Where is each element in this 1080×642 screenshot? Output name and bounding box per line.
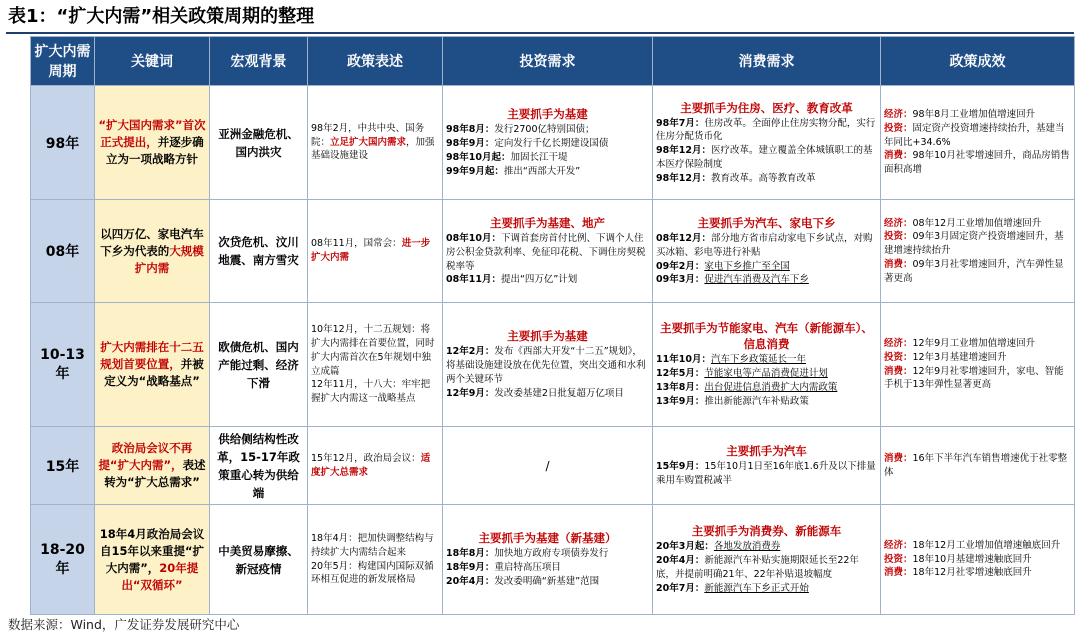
period-cell: 15年 xyxy=(31,427,95,505)
policy-emphasis: 立足扩大国内需求 xyxy=(330,136,407,148)
policy-text: 20年5月：构建国内国际双循环相互促进的新发展格局 xyxy=(311,560,434,586)
list-item: 98年9月：定向发行千亿长期建设国债 xyxy=(446,138,609,150)
investment-cell xyxy=(443,505,653,615)
header-row xyxy=(31,37,1075,86)
period-cell: 10-13年 xyxy=(31,303,95,427)
consumption-headline: 主要抓手为汽车、家电下乡 xyxy=(697,215,836,230)
header-investment: 投资需求 xyxy=(443,37,653,86)
list-item: 12年5月：节能家电等产品消费促进计划 xyxy=(656,368,828,380)
policy-cell xyxy=(308,427,443,505)
policy-text: 12年11月，十八大：牢牢把握扩大内需这一战略基点 xyxy=(311,379,431,405)
policy-text: 08年11月，国常会： xyxy=(311,238,402,250)
policy-text: 15年12月，政治局会议： xyxy=(311,452,421,464)
list-item: 98年10月起：加固长江干堤 xyxy=(446,152,568,163)
investment-cell-empty: / xyxy=(443,427,653,505)
list-item: 消费：18年12月社零增速触底回升 xyxy=(884,567,1032,579)
policy-text: 10年12月，十二五规划：将扩大内需排在首要位置，同时扩大内需首次在5年规划中独立成篇 xyxy=(311,324,435,377)
title-divider xyxy=(6,32,1074,34)
list-item: 经济：08年12月工业增加值增速回升 xyxy=(884,217,1042,229)
list-item: 18年8月：加快地方政府专项债券发行 xyxy=(446,548,609,560)
macro-cell: 中美贸易摩擦、新冠疫情 xyxy=(210,505,308,615)
list-item: 12年2月：发布《西部大开发“十二五”规划》，将基础设施建设放在优先位置，突出交通和水利两个关键环节 xyxy=(446,346,646,385)
effect-cell xyxy=(881,303,1075,427)
list-item: 投资：12年3月基建增速回升 xyxy=(884,351,1007,363)
list-item: 经济：12年9月工业增加值增速回升 xyxy=(884,337,1036,349)
keyword-cell xyxy=(95,200,210,303)
list-item: 98年12月：教育改革。高等教育改革 xyxy=(656,172,816,184)
keyword-emphasis: “扩大国内需求”首次正式提出， xyxy=(98,118,206,149)
consumption-cell xyxy=(653,505,881,615)
list-item: 经济：98年8月工业增加值增速回升 xyxy=(884,109,1036,120)
investment-headline: 主要抓手为基建 xyxy=(507,107,588,122)
policy-cell xyxy=(308,200,443,303)
investment-cell xyxy=(443,86,653,200)
list-item: 99年9月起：推出“西部大开发” xyxy=(446,165,581,177)
policy-cell xyxy=(308,303,443,427)
investment-cell xyxy=(443,303,653,427)
list-item: 消费：12年9月社零增速回升，家电、智能手机于13年弹性显著更高 xyxy=(884,365,1064,391)
investment-headline: 主要抓手为基建 xyxy=(507,329,588,344)
effect-cell xyxy=(881,427,1075,505)
investment-cell xyxy=(443,200,653,303)
list-item: 12年9月：发改委基建2日批复超万亿项目 xyxy=(446,387,624,399)
keyword-text: 并被定义为“战略基点” xyxy=(104,357,204,388)
list-item: 08年10月：下调首套房首付比例、下调个人住房公积金贷款利率、免征印花税、下调住房契税税率等 xyxy=(446,232,646,272)
keyword-text: 并逐步确立为一项战略方针 xyxy=(106,135,204,166)
keyword-text: 18年4月政治局会议自15年以来重提“扩大内需”， xyxy=(99,526,205,575)
policy-text: 18年4月：把加快调整结构与持续扩大内需结合起来 xyxy=(311,532,434,558)
period-cell: 08年 xyxy=(31,200,95,303)
consumption-cell xyxy=(653,303,881,427)
list-item: 98年8月：发行2700亿特别国债； xyxy=(446,124,595,136)
policy-cell xyxy=(308,86,443,200)
list-item: 经济：18年12月工业增加值增速触底回升 xyxy=(884,539,1061,551)
keyword-emphasis: 政治局会议不再提“扩大内需”， xyxy=(98,441,193,472)
table-row xyxy=(31,427,1075,505)
list-item: 15年9月：15年10月1日至16年底1.6升及以下排量乘用车购置税减半 xyxy=(656,461,876,486)
header-effect: 政策成效 xyxy=(881,37,1075,86)
consumption-cell xyxy=(653,86,881,200)
list-item: 98年12月：医疗改革。建立覆盖全体城镇职工的基本医疗保险制度 xyxy=(656,145,873,170)
consumption-headline: 主要抓手为汽车 xyxy=(726,444,807,459)
macro-cell: 供给侧结构性改革，15-17年政策重心转为供给端 xyxy=(210,427,308,505)
list-item: 08年11月：提出“四万亿”计划 xyxy=(446,274,578,286)
macro-cell: 次贷危机、汶川地震、南方雪灾 xyxy=(210,200,308,303)
macro-cell: 欧债危机、国内产能过剩、经济下滑 xyxy=(210,303,308,427)
list-item: 13年9月：推出新能源汽车补贴政策 xyxy=(656,395,809,407)
table-title: 表1：“扩大内需”相关政策周期的整理 xyxy=(8,6,315,27)
period-cell: 98年 xyxy=(31,86,95,200)
keyword-cell xyxy=(95,427,210,505)
list-item: 投资：18年10月基建增速触底回升 xyxy=(884,553,1032,565)
list-item: 13年8月：出台促进信息消费扩大内需政策 xyxy=(656,382,838,393)
list-item: 20年7月：新能源汽车下乡正式开始 xyxy=(656,582,809,594)
list-item: 20年4月：发改委明确“新基建”范围 xyxy=(446,575,600,587)
consumption-headline: 主要抓手为节能家电、汽车（新能源车）、信息消费 xyxy=(660,321,873,352)
consumption-headline: 主要抓手为消费券、新能源车 xyxy=(691,524,842,539)
effect-cell xyxy=(881,505,1075,615)
keyword-emphasis: 大规模扩内需 xyxy=(134,243,204,275)
header-macro: 宏观背景 xyxy=(210,37,308,86)
investment-headline: 主要抓手为基建（新基建） xyxy=(478,531,617,546)
policy-cycle-table xyxy=(30,36,1075,615)
consumption-cell xyxy=(653,200,881,303)
list-item: 18年9月：重启特高压项目 xyxy=(446,562,561,574)
keyword-cell xyxy=(95,303,210,427)
policy-emphasis: 适度扩大总需求 xyxy=(311,452,431,478)
list-item: 09年3月：促进汽车消费及汽车下乡 xyxy=(656,274,809,286)
consumption-headline: 主要抓手为住房、医疗、教育改革 xyxy=(680,100,853,115)
investment-headline: 主要抓手为基建、地产 xyxy=(490,215,605,230)
list-item: 08年12月：部分地方省市启动家电下乡试点，对购买冰箱、彩电等进行补贴 xyxy=(656,232,873,258)
list-item: 20年3月起：各地发放消费券 xyxy=(656,541,781,553)
consumption-cell xyxy=(653,427,881,505)
list-item: 消费：98年10月社零增速回升，商品房销售面积高增 xyxy=(884,150,1070,176)
data-source-note: 数据来源：Wind，广发证券发展研究中心 xyxy=(8,617,240,632)
effect-cell xyxy=(881,86,1075,200)
list-item: 98年7月：住房改革。全面停止住房实物分配，实行住房分配货币化 xyxy=(656,117,876,143)
header-period: 扩大内需周期 xyxy=(31,37,95,86)
list-item: 投资：固定资产投资增速持续抬升，基建当年同比+34.6% xyxy=(884,122,1065,148)
header-keyword: 关键词 xyxy=(95,37,210,86)
keyword-cell xyxy=(95,505,210,615)
table-row xyxy=(31,303,1075,427)
keyword-emphasis: 20年提出“双循环” xyxy=(121,560,199,592)
table-row xyxy=(31,86,1075,200)
policy-emphasis: 进一步扩大内需 xyxy=(311,238,431,263)
keyword-text: 以四万亿、家电汽车下乡为代表的 xyxy=(100,226,204,258)
policy-cell xyxy=(308,505,443,615)
list-item: 11年10月：汽车下乡政策延长一年 xyxy=(656,354,806,366)
keyword-emphasis: 扩大内需排在十二五规划首要位置， xyxy=(100,340,204,371)
table-row xyxy=(31,200,1075,303)
list-item: 投资：09年3月固定资产投资增速回升，基建增速持续抬升 xyxy=(884,231,1064,257)
macro-cell: 亚洲金融危机、国内洪灾 xyxy=(210,86,308,200)
policy-text: ，加强基础设施建设 xyxy=(311,136,435,162)
header-policy: 政策表述 xyxy=(308,37,443,86)
keyword-text: 表述转为“扩大总需求” xyxy=(104,458,206,489)
list-item: 20年4月：新能源汽车补贴实施期限延长至22年底，并提前明确21年、22年补贴退坡幅度 xyxy=(656,555,859,580)
list-item: 消费：09年3月社零增速回升，汽车弹性显著更高 xyxy=(884,258,1064,284)
effect-cell xyxy=(881,200,1075,303)
table-row xyxy=(31,505,1075,615)
policy-text: 98年2月，中共中央、国务院： xyxy=(311,122,425,148)
header-consumption: 消费需求 xyxy=(653,37,881,86)
list-item: 09年2月：家电下乡推广至全国 xyxy=(656,260,790,272)
keyword-cell xyxy=(95,86,210,200)
list-item: 消费：16年下半年汽车销售增速优于社零整体 xyxy=(884,452,1068,478)
period-cell: 18-20年 xyxy=(31,505,95,615)
